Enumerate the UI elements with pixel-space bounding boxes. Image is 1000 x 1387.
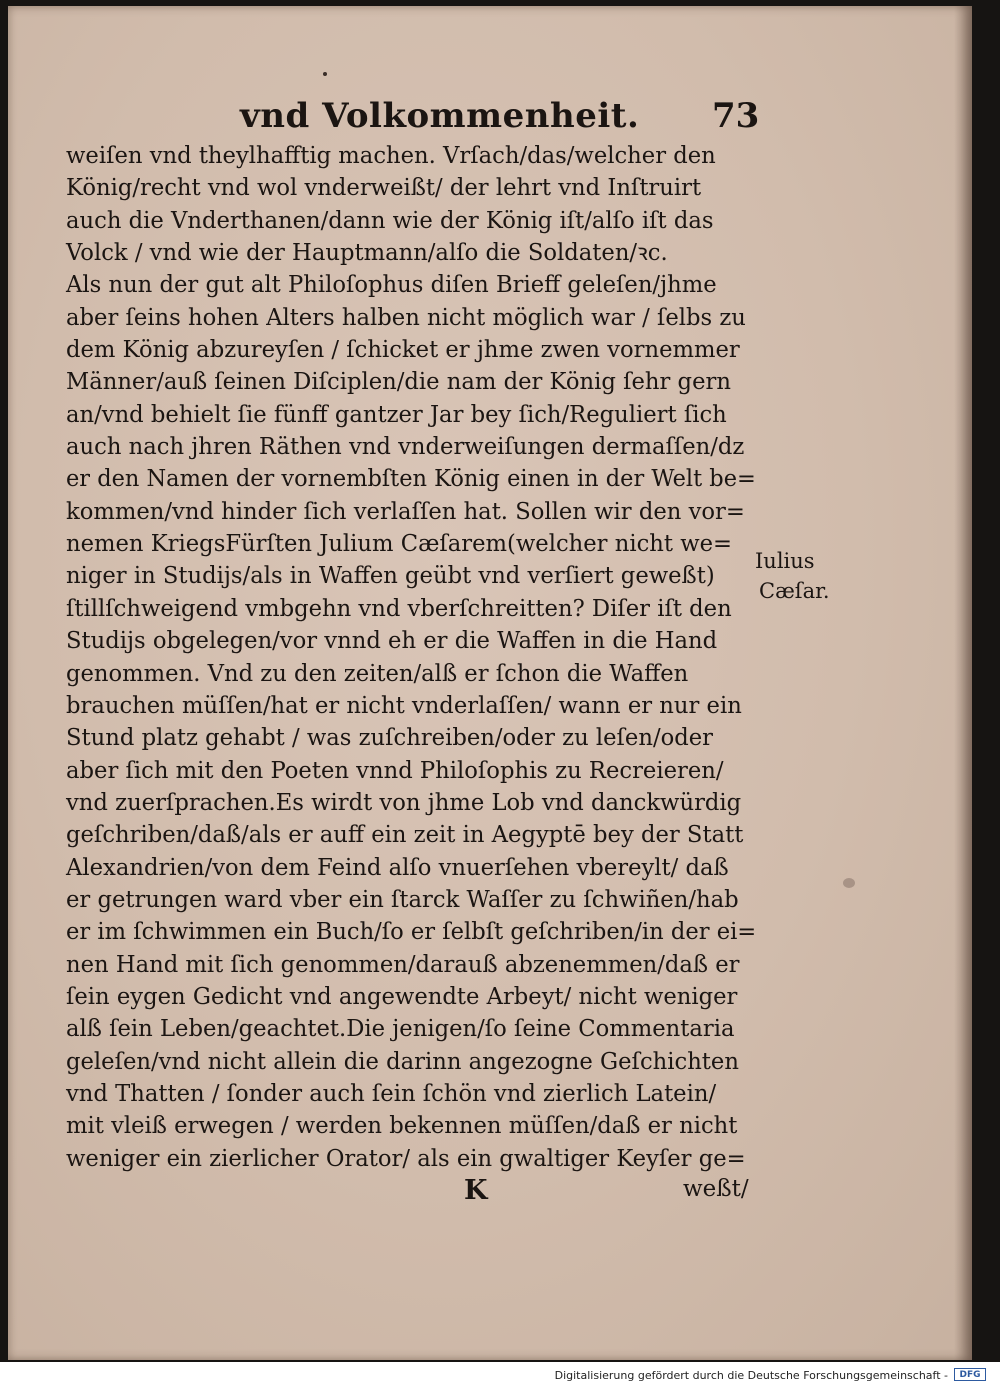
margin-note-line: Iulius <box>755 549 815 573</box>
text-line: er im ſchwimmen ein Buch/ſo er ſelbſt geſchriben/in der ei= <box>66 919 757 946</box>
ink-dot <box>323 72 327 76</box>
text-line: vnd Thatten / ſonder auch ſein ſchön vnd zierlich Latein/ <box>66 1080 717 1107</box>
text-line: aber ſeins hohen Alters halben nicht möglich war / ſelbs zu <box>66 304 746 331</box>
text-line: geleſen/vnd nicht allein die darinn angezogne Geſchichten <box>66 1048 739 1075</box>
text-line: auch nach jhren Räthen vnd vnderweiſungen dermaſſen/dz <box>66 434 745 461</box>
text-line: an/vnd behielt ſie fünff gantzer Jar bey ſich/Reguliert ſich <box>66 401 727 428</box>
dfg-logo-icon: DFG <box>954 1368 986 1381</box>
text-line: nemen KriegsFürſten Julium Cæſarem(welcher nicht we= <box>66 531 733 558</box>
text-line: König/recht vnd wol vnderweißt/ der lehrt vnd Inſtruirt <box>66 175 702 202</box>
text-line: Studijs obgelegen/vor vnnd eh er die Waffen in die Hand <box>66 628 718 655</box>
running-head: vnd Volkommenheit. <box>240 96 640 136</box>
text-line: kommen/vnd hinder ſich verlaſſen hat. Sollen wir den vor= <box>66 498 745 525</box>
text-line: Stund platz gehabt / was zuſchreiben/oder zu leſen/oder <box>66 725 714 752</box>
credit-bar <box>0 1362 1000 1387</box>
text-line: genommen. Vnd zu den zeiten/alß er ſchon die Waffen <box>66 660 689 687</box>
text-line: dem König abzureyſen / ſchicket er jhme zwen vornemmer <box>66 337 740 364</box>
body-text <box>66 140 766 1175</box>
text-line: Männer/auß ſeinen Diſciplen/die nam der König ſehr gern <box>66 369 731 396</box>
margin-note-line: Cæſar. <box>759 579 830 603</box>
text-line: ſein eygen Gedicht vnd angewendte Arbeyt/ nicht weniger <box>66 983 738 1010</box>
text-line: weniger ein zierlicher Orator/ als ein gwaltiger Keyſer ge= <box>66 1145 746 1172</box>
text-line: Volck / vnd wie der Hauptmann/alſo die Soldaten/ꝛc. <box>66 240 668 267</box>
dfg-credit-link[interactable]: Digitalisierung gefördert durch die Deutsche Forschungsgemeinschaft - <box>554 1369 948 1382</box>
text-line: Als nun der gut alt Philoſophus diſen Brieff geleſen/jhme <box>66 272 717 299</box>
text-line: nen Hand mit ſich genommen/darauß abzenemmen/daß er <box>66 951 740 978</box>
text-line: er getrungen ward vber ein ſtarck Waſſer zu ſchwiñen/hab <box>66 886 739 913</box>
paper-stain <box>843 878 855 888</box>
margin-note <box>755 546 830 606</box>
text-line: Alexandrien/von dem Feind alſo vnuerſehen vbereylt/ daß <box>66 854 729 881</box>
text-line: niger in Studijs/als in Waffen geübt vnd verſiert geweßt) <box>66 563 715 590</box>
text-line: ſtillſchweigend vmbgehn vnd vberſchreitten? Diſer iſt den <box>66 595 732 622</box>
text-line: geſchriben/daß/als er auff ein zeit in Aegyptē bey der Statt <box>66 822 744 849</box>
catchword: weßt/ <box>683 1176 749 1202</box>
text-line: vnd zuerſprachen.Es wirdt von jhme Lob vnd danckwürdig <box>66 789 742 816</box>
text-line: mit vleiß erwegen / werden bekennen müſſen/daß er nicht <box>66 1113 738 1140</box>
text-line: weiſen vnd theylhafftig machen. Vrſach/das/welcher den <box>66 143 716 169</box>
page-edge-shadow <box>954 6 972 1360</box>
text-line: auch die Vnderthanen/dann wie der König iſt/alſo iſt das <box>66 207 714 234</box>
text-line: alß ſein Leben/geachtet.Die jenigen/ſo ſeine Commentaria <box>66 1016 735 1043</box>
text-line: brauchen müſſen/hat er nicht vnderlaſſen/ wann er nur ein <box>66 692 742 719</box>
text-line: aber ſich mit den Poeten vnnd Philoſophis zu Recreieren/ <box>66 757 724 784</box>
page-number: 73 <box>712 96 760 136</box>
text-line: er den Namen der vornembſten König einen in der Welt be= <box>66 466 756 493</box>
signature-mark: K <box>464 1175 488 1206</box>
